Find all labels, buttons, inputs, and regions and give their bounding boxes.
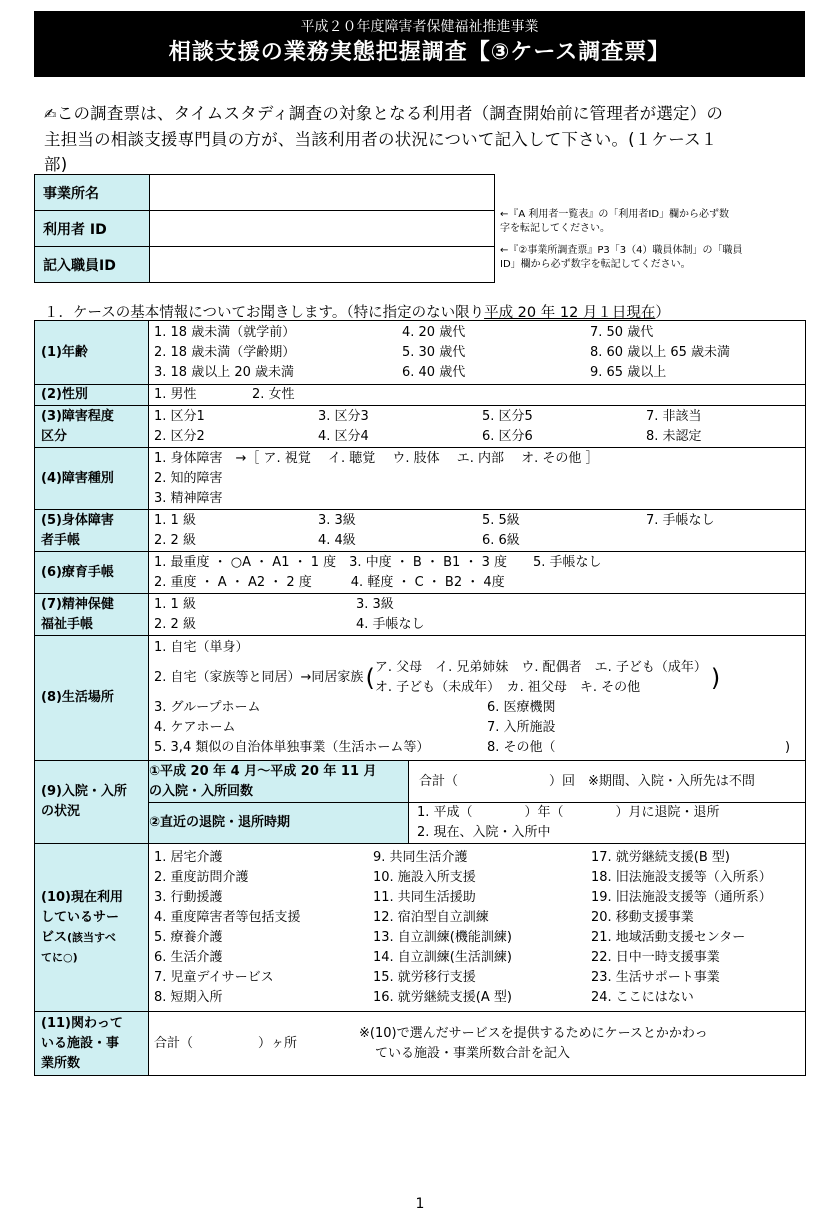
q1-age-label: (1)年齢 (35, 321, 149, 385)
q2-sex-label: (2)性別 (35, 385, 149, 406)
q6-rehab-handbook-options[interactable]: 1. 最重度 ・ ○A ・ A1 ・ 1 度 3. 中度 ・ B ・ B1 ・ 3 度 5. 手帳なし 2. 重度 ・ A ・ A2 ・ 2 度 4. 軽度 ・ C ・ B2 ・ 4度 (149, 552, 806, 594)
respondent-info-table (34, 174, 495, 283)
staff-id-label: 記入職員ID (35, 247, 150, 283)
q8-living-place-options[interactable]: 1. 自宅（単身） 2. 自宅（家族等と同居）→同居家族 ( ア. 父母 イ. 兄弟姉妹 ウ. 配偶者 エ. 子ども（成年） オ. 子ども（未成年） カ. 祖父母 キ. その他 ) 3. グループホーム 6. 医療機関 4. ケアホーム 7. 入所施設 5. 3,4 類似の自治体単独事業（生活ホーム等） 8. その他（ ) (149, 636, 806, 761)
q7-mental-handbook-options[interactable]: 1. 1 級 3. 3級 2. 2 級 4. 手帳なし (149, 594, 806, 636)
q9-hospitalization-label: (9)入院・入所 の状況 (35, 761, 149, 844)
q4-disability-type-options[interactable]: 1. 身体障害 →［ ア. 視覚 イ. 聴覚 ウ. 肢体 エ. 内部 オ. その他 ］ 2. 知的障害 3. 精神障害 (149, 448, 806, 510)
title-banner (34, 11, 805, 77)
q3-disability-level-options[interactable]: 1. 区分1 3. 区分3 5. 区分5 7. 非該当 2. 区分2 4. 区分4 6. 区分6 8. 未認定 (149, 406, 806, 448)
q2-sex-options[interactable]: 1. 男性 2. 女性 (149, 385, 806, 406)
q8-living-place-label: (8)生活場所 (35, 636, 149, 761)
q9-discharge-time-label: ②直近の退院・退所時期 (149, 803, 409, 844)
office-name-field[interactable] (150, 175, 495, 211)
q4-disability-type-label: (4)障害種別 (35, 448, 149, 510)
case-info-table (34, 320, 806, 1076)
left-brace: ( (365, 664, 375, 692)
q5-physical-handbook-label: (5)身体障害 者手帳 (35, 510, 149, 552)
q1-age-options[interactable]: 1. 18 歳未満（就学前） 4. 20 歳代 7. 50 歳代 2. 18 歳未満（学齢期） 5. 30 歳代 8. 60 歳以上 65 歳未満 3. 18 歳以上 20 歳未満 6. 40 歳代 9. 65 歳以上 (149, 321, 806, 385)
q7-mental-handbook-label: (7)精神保健 福祉手帳 (35, 594, 149, 636)
staff-id-field[interactable] (150, 247, 495, 283)
staff-id-note: ←『②事業所調査票』P3「3（4）職員体制」の「職員 ID」欄から必ず数字を転記してください。 (500, 245, 743, 270)
q5-physical-handbook-options[interactable]: 1. 1 級 3. 3級 5. 5級 7. 手帳なし 2. 2 級 4. 4級 6. 6級 (149, 510, 806, 552)
pen-icon: ✍ (44, 105, 57, 123)
office-name-label: 事業所名 (35, 175, 150, 211)
banner-subtitle: 平成２０年度障害者保健福祉推進事業 (300, 19, 539, 35)
section-title: １．ケースの基本情報についてお聞きします。（特に指定のない限り平成 20 年 12 月１日現在） (44, 305, 670, 321)
q9-discharge-time-answer[interactable]: 1. 平成（ ）年（ ）月に退院・退所 2. 現在、入院・入所中 (409, 803, 806, 844)
q10-services-label: (10)現在利用 しているサー ビス(該当すべ てに○) (35, 844, 149, 1012)
q6-rehab-handbook-label: (6)療育手帳 (35, 552, 149, 594)
intro-text: ✍この調査票は、タイムスタディ調査の対象となる利用者（調査開始前に管理者が選定）の 主担当の相談支援専門員の方が、当該利用者の状況について記入して下さい。(１ケース１ 部) (44, 104, 724, 174)
q11-facilities-answer[interactable]: 合計（ ）ヶ所 ※(10)で選んだサービスを提供するためにケースとかかわっ ている施設・事業所数合計を記入 (149, 1012, 806, 1076)
banner-title: 相談支援の業務実態把握調査【③ケース調査票】 (168, 40, 671, 65)
page-number: 1 (415, 1196, 425, 1212)
q9-admission-count-label: ①平成 20 年 4 月～平成 20 年 11 月 の入院・入所回数 (149, 761, 409, 803)
user-id-label: 利用者 ID (35, 211, 150, 247)
q3-disability-level-label: (3)障害程度 区分 (35, 406, 149, 448)
q10-services-options[interactable]: 1. 居宅介護 9. 共同生活介護 17. 就労継続支援(B 型) 2. 重度訪問介護 10. 施設入所支援 18. 旧法施設支援等（入所系） 3. 行動援護 11. 共同生活援助 19. 旧法施設支援等（通所系） 4. 重度障害者等包括支援 12. 宿泊型自立訓練 20. 移動支援事業 5. 療養介護 13. 自立訓練(機能訓練) 21. 地域活動支援センター 6. 生活介護 14. 自立訓練(生活訓練) 22. 日中一時支援事業 7. 児童デイサービス 15. 就労移行支援 23. 生活サポート事業 8. 短期入所 16. 就労継続支援(A 型) 24. ここにはない (149, 844, 806, 1012)
right-brace: ) (710, 664, 721, 692)
user-id-note: ←『A 利用者一覧表』の「利用者ID」欄から必ず数 字を転記してください。 (500, 209, 730, 234)
q11-facilities-label: (11)関わって いる施設・事 業所数 (35, 1012, 149, 1076)
user-id-field[interactable] (150, 211, 495, 247)
q9-admission-count-answer[interactable]: 合計（ ）回 ※期間、入院・入所先は不問 (409, 761, 806, 803)
